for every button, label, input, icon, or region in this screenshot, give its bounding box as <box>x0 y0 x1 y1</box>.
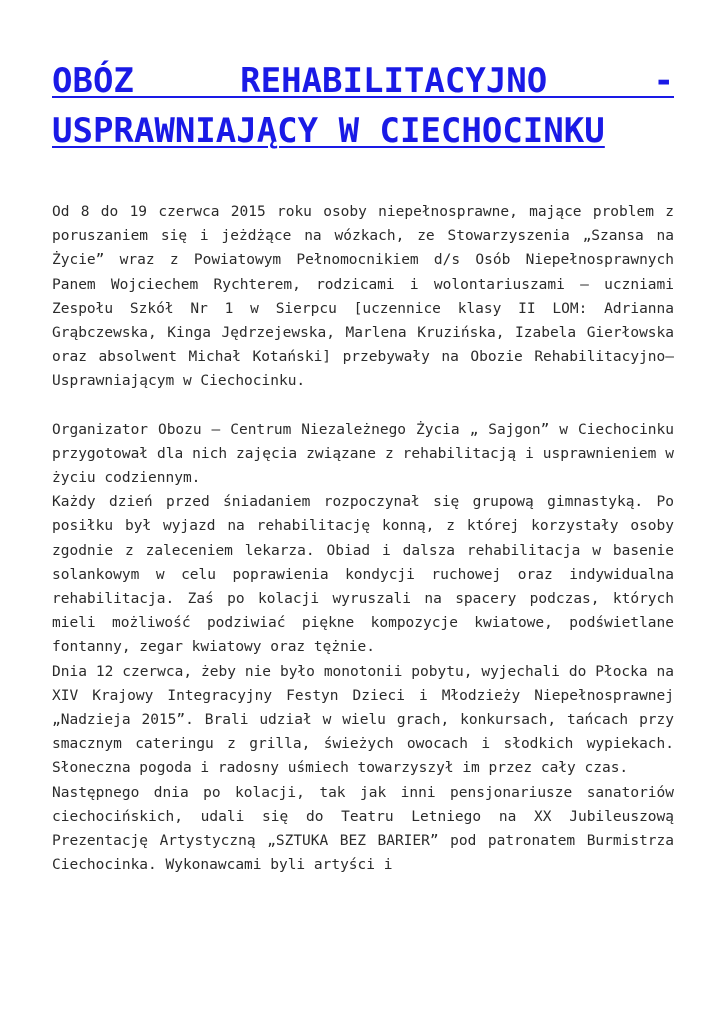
paragraph-intro: Od 8 do 19 czerwca 2015 roku osoby niepełnosprawne, mające problem z poruszaniem się i jeżdżące na wózkach, ze Stowarzyszenia „Szansa na Życie” wraz z Powiatowym Pełnomocnikiem d/s Osób Niepełnosprawnych Panem Wojciechem Rychterem, rodzicami i wolontariuszami – uczniami Zespołu Szkół Nr 1 w Sierpcu [uczennice klasy II LOM: Adrianna Grąbczewska, Kinga Jędrzejewska, Marlena Kruzińska, Izabela Gierłowska oraz absolwent Michał Kotański] przebywały na Obozie Rehabilitacyjno–Usprawniającym w Ciechocinku. <box>52 204 674 390</box>
paragraph-daily-schedule: Każdy dzień przed śniadaniem rozpoczynał się grupową gimnastyką. Po posiłku był wyjazd na rehabilitację konną, z której korzystały osoby zgodnie z zaleceniem lekarza. Obiad i dalsza rehabilitacja w basenie solankowym w celu poprawienia kondycji ruchowej oraz indywidualna rehabilitacja. Zaś po kolacji wyruszali na spacery podczas, których mieli możliwość podziwiać piękne kompozycje kwiatowe, podświetlane fontanny, zegar kwiatowy oraz tężnie. <box>52 494 674 656</box>
article-body <box>52 200 674 877</box>
article-title-link[interactable]: OBÓZ REHABILITACYJNO - USPRAWNIAJĄCY W CIECHOCINKU <box>52 61 674 151</box>
paragraph-theatre: Następnego dnia po kolacji, tak jak inni pensjonariusze sanatoriów ciechocińskich, udali się do Teatru Letniego na XX Jubileuszową Prezentację Artystyczną „SZTUKA BEZ BARIER” pod patronatem Burmistrza Ciechocinka. Wykonawcami byli artyści i <box>52 784 674 874</box>
paragraph-organizer: Organizator Obozu – Centrum Niezależnego Życia „ Sajgon” w Ciechocinku przygotował dla nich zajęcia związane z rehabilitacją i usprawnieniem w życiu codziennym. <box>52 421 674 487</box>
paragraph-festival: Dnia 12 czerwca, żeby nie było monotonii pobytu, wyjechali do Płocka na XIV Krajowy Integracyjny Festyn Dzieci i Młodzieży Niepełnosprawnej „Nadzieja 2015”. Brali udział w wielu grach, konkursach, tańcach przy smacznym cateringu z grilla, świeżych owocach i słodkich wypiekach. Słoneczna pogoda i radosny uśmiech towarzyszył im przez cały czas. <box>52 663 674 777</box>
document-page <box>52 56 674 877</box>
article-title <box>52 56 674 156</box>
